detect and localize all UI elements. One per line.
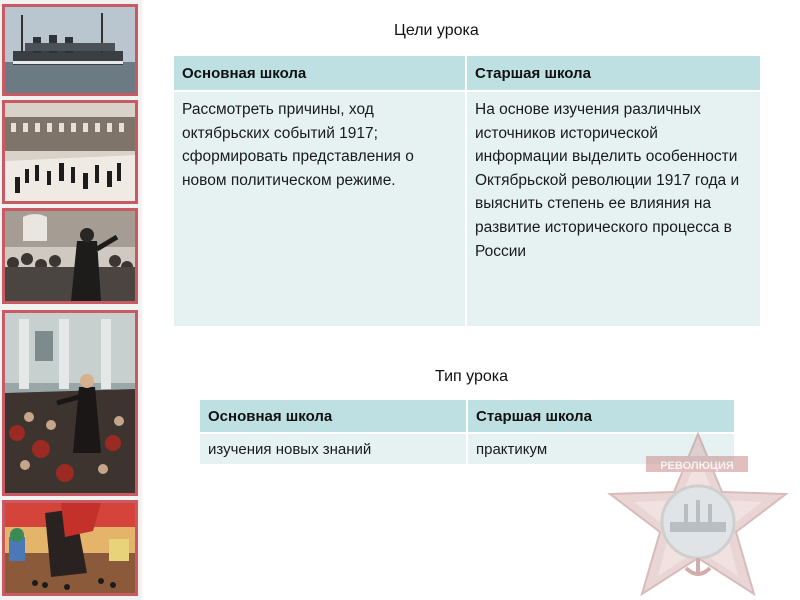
goals-content-row [173, 91, 761, 327]
palace-storming-image [2, 100, 138, 204]
goals-title: Цели урока [394, 22, 479, 39]
emblem-text: РЕВОЛЮЦИЯ [660, 460, 734, 472]
lenin-painting-image [2, 310, 138, 496]
lesson-type-senior-school-value: практикум [467, 433, 735, 465]
lesson-type-basic-school-value: изучения новых знаний [199, 433, 467, 465]
goals-header-basic-school: Основная школа [173, 55, 466, 91]
lenin-speech-image [2, 208, 138, 304]
goals-header-senior-school: Старшая школа [466, 55, 761, 91]
lesson-type-header-row [199, 399, 735, 433]
bolshevik-painting-image [2, 500, 138, 596]
goals-senior-school-text: На основе изучения различных источников исторической информации выделить особенности Октябрьской революции 1917 года и выяснить степень ее влияния на развитие исторического процесса в России [466, 91, 761, 327]
image-strip [0, 0, 142, 600]
lesson-type-title: Тип урока [435, 368, 508, 385]
cruiser-image [2, 4, 138, 96]
revolution-star-emblem [598, 430, 796, 600]
lesson-type-header-basic-school: Основная школа [199, 399, 467, 433]
goals-table [172, 54, 762, 328]
lesson-type-header-senior-school: Старшая школа [467, 399, 735, 433]
goals-basic-school-text: Рассмотреть причины, ход октябрьских событий 1917; сформировать представления о новом политическом режиме. [173, 91, 466, 327]
goals-header-row [173, 55, 761, 91]
